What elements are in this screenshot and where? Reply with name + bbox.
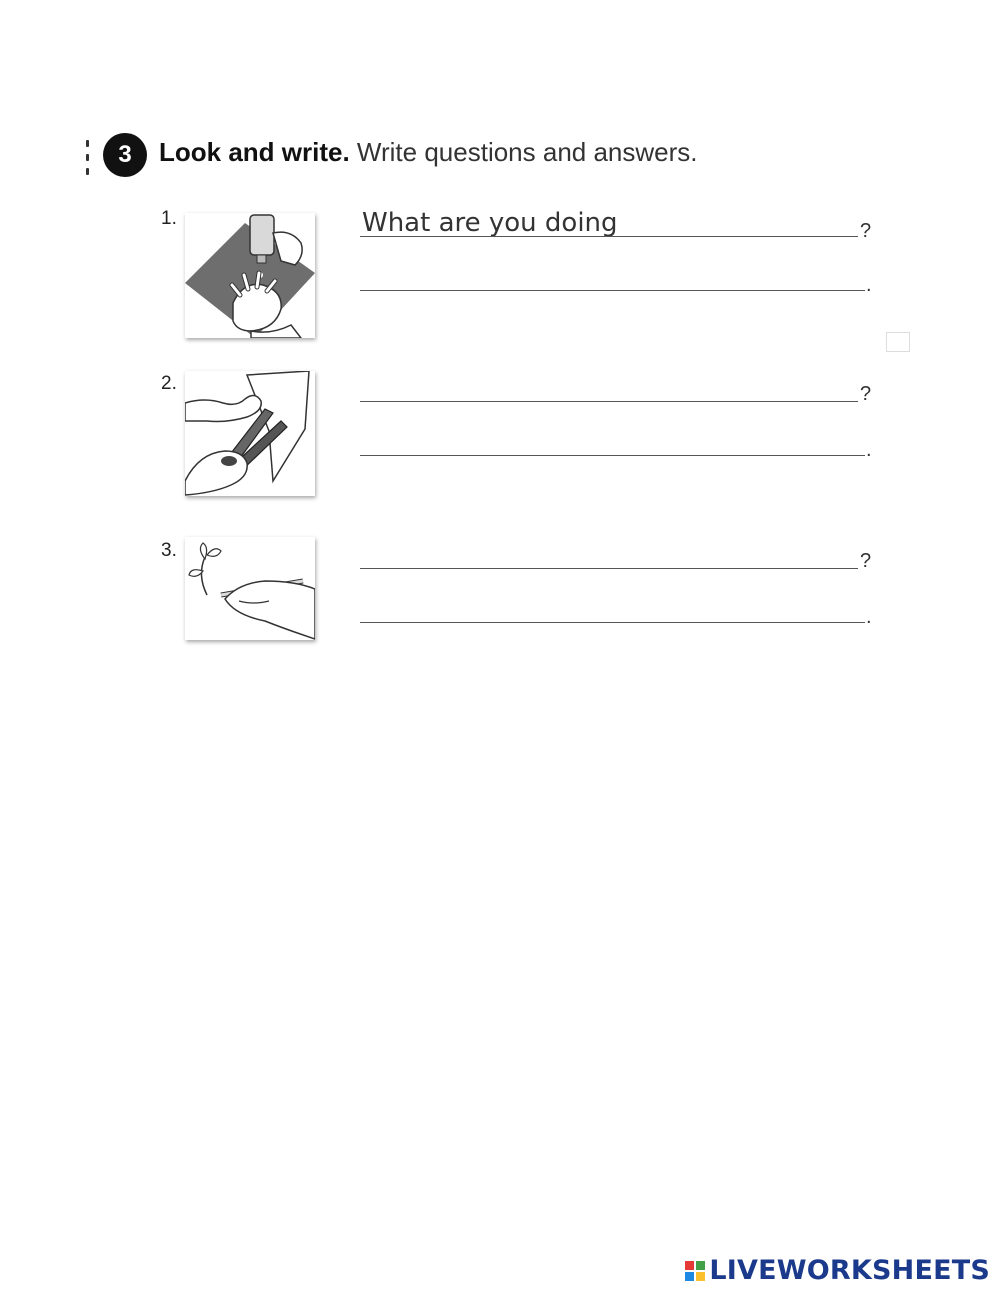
question-line[interactable] [360, 401, 858, 402]
question-line[interactable] [360, 236, 858, 237]
logo-square [685, 1272, 694, 1281]
cutting-scissors-icon [185, 371, 315, 496]
question-line[interactable] [360, 568, 858, 569]
answer-period: . [866, 606, 872, 628]
exercise-number-badge: 3 [103, 133, 147, 177]
brand-name: LIVEWORKSHEETS [709, 1255, 990, 1286]
answer-period: . [866, 274, 872, 296]
logo-square [696, 1261, 705, 1270]
answer-line[interactable] [360, 622, 865, 623]
question-mark: ? [860, 383, 872, 405]
exercise-title [159, 137, 698, 168]
logo-square [696, 1272, 705, 1281]
logo-grid-icon [685, 1261, 705, 1281]
liveworksheets-logo [685, 1255, 990, 1286]
answer-period: . [866, 439, 872, 461]
answer-line[interactable] [360, 455, 865, 456]
question-mark: ? [860, 220, 872, 242]
small-box [886, 332, 910, 352]
margin-dots [84, 140, 90, 176]
title-bold: Look and write. [159, 137, 350, 167]
gluing-hand-icon [185, 213, 315, 338]
drawing-pencil-icon [185, 537, 315, 640]
logo-square [685, 1261, 694, 1270]
answer-line[interactable] [360, 290, 865, 291]
question-mark: ? [860, 550, 872, 572]
item-number: 1. [161, 208, 177, 229]
question-answer-text[interactable]: What are you doing [362, 208, 618, 238]
title-instruction: Write questions and answers. [356, 137, 698, 167]
item-number: 3. [161, 540, 177, 561]
item-number: 2. [161, 373, 177, 394]
